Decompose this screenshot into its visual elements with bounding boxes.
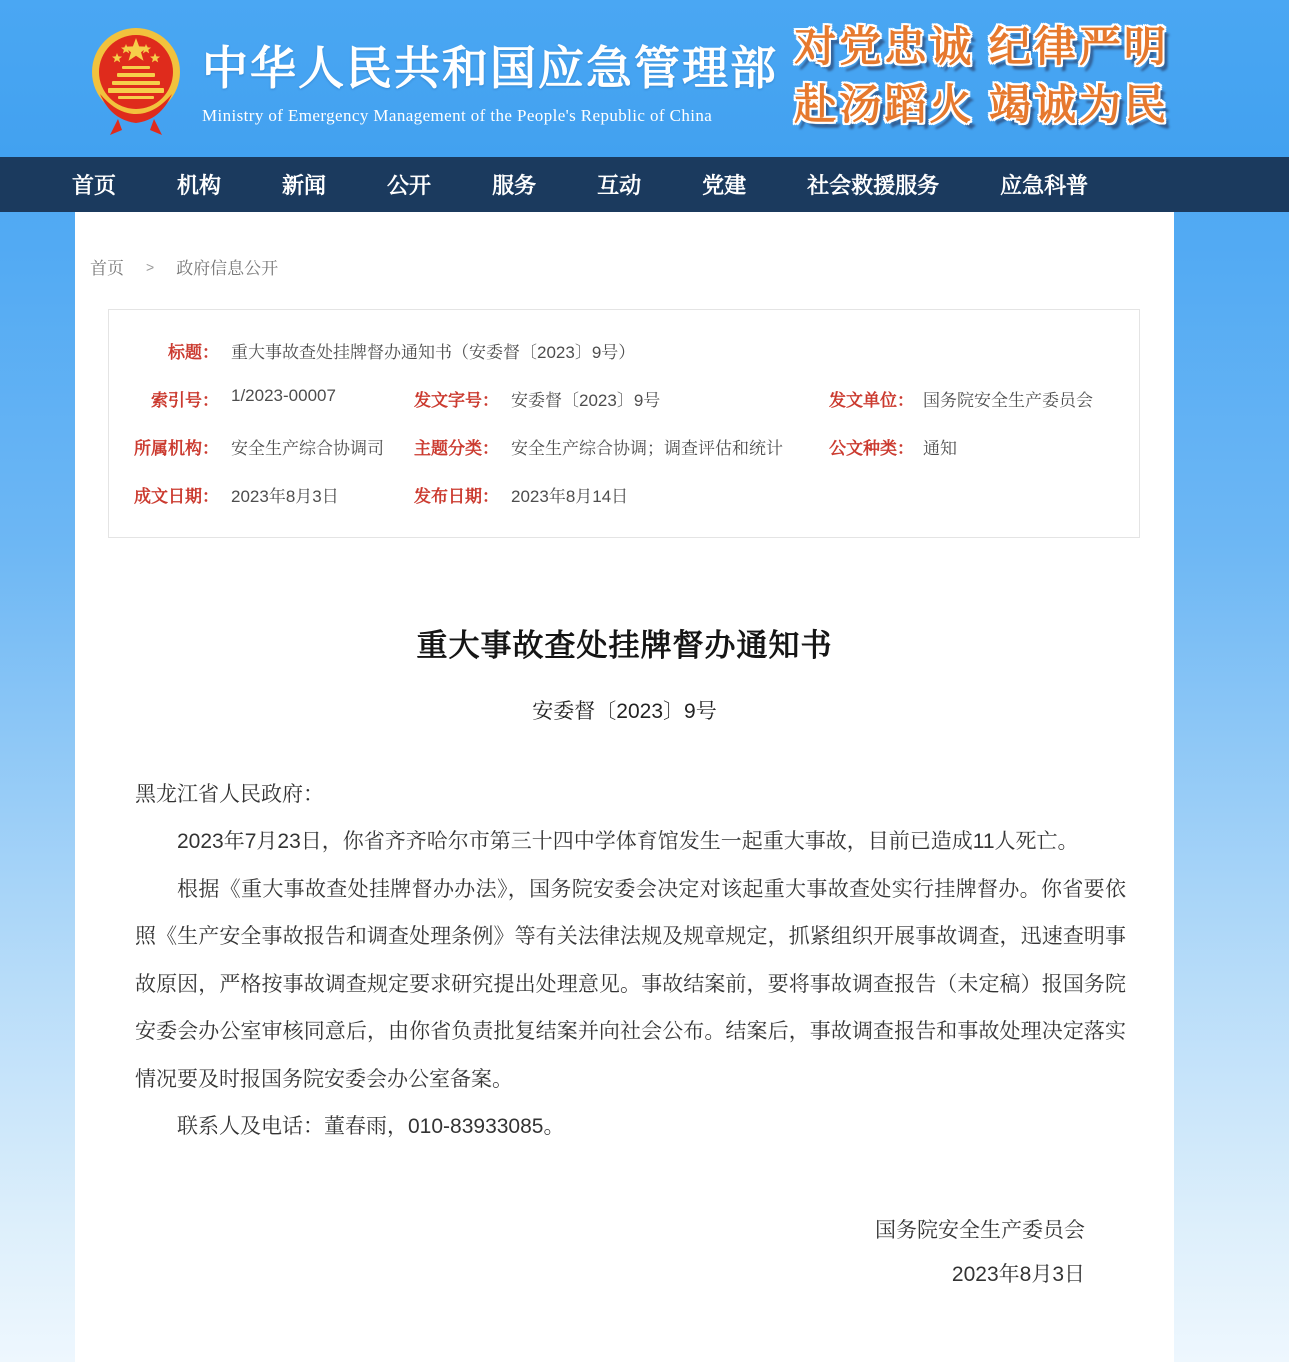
meta-value-doc-type: 通知	[923, 439, 957, 458]
document-body	[135, 771, 1126, 1151]
meta-label-office: 所属机构：	[134, 439, 219, 458]
nav-item-disclosure[interactable]: 公开	[387, 173, 432, 198]
nav-item-party[interactable]: 党建	[702, 173, 747, 198]
meta-label-topic: 主题分类：	[414, 439, 499, 458]
slogan-line-1: 对党忠诚 纪律严明	[794, 23, 1169, 70]
slogan-line-2: 赴汤蹈火 竭诚为民	[794, 81, 1169, 128]
document-paragraph-2: 根据《重大事故查处挂牌督办办法》，国务院安委会决定对该起重大事故查处实行挂牌督办。你省要依照《生产安全事故报告和调查处理条例》等有关法律法规及规章规定，抓紧组织开展事故调查，迅速查明事故原因，严格按事故调查规定要求研究提出处理意见。事故结案前，要将事故调查报告（未定稿）报国务院安委会办公室审核同意后，由你省负责批复结案并向社会公布。结案后，事故调查报告和事故处理决定落实情况要及时报国务院安委会办公室备案。	[135, 877, 1126, 1091]
document-signature	[75, 1209, 1174, 1297]
document-paragraph-1: 2023年7月23日，你省齐齐哈尔市第三十四中学体育馆发生一起重大事故，目前已造成11人死亡。	[177, 830, 1079, 854]
meta-value-doc-no: 安委督〔2023〕9号	[511, 391, 661, 410]
document-paragraph-contact: 联系人及电话：董春雨，010-83933085。	[177, 1115, 565, 1139]
meta-value-publish-date: 2023年8月14日	[511, 487, 629, 506]
nav-item-science[interactable]: 应急科普	[1000, 173, 1089, 198]
site-logo-link[interactable]	[88, 22, 778, 140]
meta-label-doc-no: 发文字号：	[414, 391, 499, 410]
breadcrumb-current[interactable]: 政府信息公开	[176, 259, 279, 278]
nav-item-news[interactable]: 新闻	[282, 173, 327, 198]
signature-date: 2023年8月3日	[951, 1262, 1085, 1286]
main-nav	[0, 157, 1289, 212]
breadcrumb	[75, 212, 1174, 279]
signature-org: 国务院安全生产委员会	[875, 1218, 1085, 1242]
site-title: 中华人民共和国应急管理部	[202, 41, 778, 94]
meta-label-title: 标题：	[168, 343, 219, 362]
site-subtitle: Ministry of Emergency Management of the People's Republic of China	[202, 106, 713, 126]
meta-label-written-date: 成文日期：	[134, 487, 219, 506]
nav-item-social-rescue[interactable]: 社会救援服务	[807, 173, 940, 198]
content-panel	[75, 212, 1174, 1362]
nav-item-home[interactable]: 首页	[72, 173, 117, 198]
site-banner	[0, 0, 1289, 157]
meta-value-index-no: 1/2023-00007	[231, 386, 336, 405]
nav-item-agencies[interactable]: 机构	[177, 173, 222, 198]
meta-value-office: 安全生产综合协调司	[231, 439, 384, 458]
document-salutation: 黑龙江省人民政府：	[135, 783, 324, 806]
breadcrumb-separator: >	[146, 258, 155, 275]
document-title: 重大事故查处挂牌督办通知书	[416, 628, 833, 663]
nav-item-services[interactable]: 服务	[492, 173, 537, 198]
meta-label-index-no: 索引号：	[151, 391, 219, 410]
meta-label-issuer: 发文单位：	[829, 391, 914, 410]
document-meta-table	[108, 309, 1140, 538]
banner-slogan	[794, 23, 1169, 128]
breadcrumb-home[interactable]: 首页	[90, 259, 124, 278]
nav-item-interaction[interactable]: 互动	[597, 173, 642, 198]
meta-label-doc-type: 公文种类：	[829, 439, 914, 458]
meta-value-title: 重大事故查处挂牌督办通知书（安委督〔2023〕9号）	[231, 343, 636, 362]
meta-value-written-date: 2023年8月3日	[231, 487, 339, 506]
meta-label-publish-date: 发布日期：	[414, 487, 499, 506]
meta-value-topic: 安全生产综合协调；调查评估和统计	[511, 439, 783, 458]
document-number: 安委督〔2023〕9号	[532, 700, 717, 723]
brand-text	[202, 36, 778, 127]
national-emblem-icon	[88, 22, 184, 140]
meta-value-issuer: 国务院安全生产委员会	[923, 391, 1093, 410]
